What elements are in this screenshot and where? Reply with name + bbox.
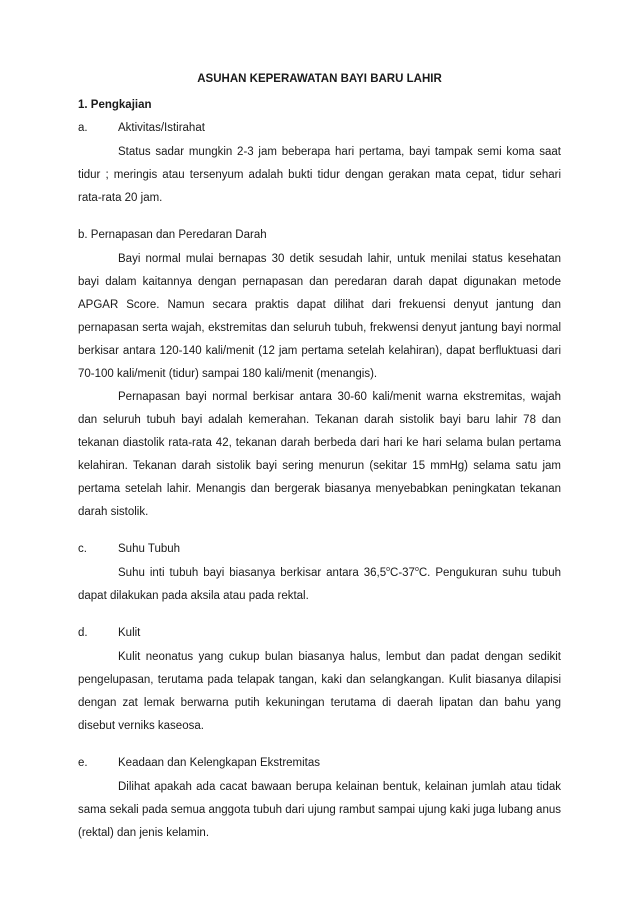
section-heading-pengkajian: 1. Pengkajian — [78, 99, 152, 111]
degree-superscript-1: o — [386, 566, 391, 574]
section-e-paragraph: Dilihat apakah ada cacat bawaan berupa kelainan bentuk, kelainan jumlah atau tidak sama sekali pada semua anggota tubuh dari ujung rambut sampai ujung kaki juga lubang anus (rektal) dan jenis kelamin. — [78, 781, 561, 839]
section-e-header — [78, 755, 561, 771]
section-b-paragraph-2: Pernapasan bayi normal berkisar antara 30-60 kali/menit warna ekstremitas, wajah dan seluruh tubuh bayi adalah kemerahan. Tekanan darah sistolik bayi baru lahir 78 dan tekanan diastolik rata-rata 42, tekanan darah berbeda dari hari ke hari selama bulan pertama kelahiran. Tekanan darah sistolik bayi sering menurun (sekitar 15 mmHg) selama satu jam pertama setelah lahir. Menangis dan bergerak biasanya menyebabkan peningkatan tekanan darah sistolik. — [78, 391, 561, 518]
section-e-label: Keadaan dan Kelengkapan Ekstremitas — [118, 757, 321, 769]
section-b-header — [78, 227, 561, 243]
section-d-header — [78, 625, 561, 641]
section-c-text-3: C. Pengukuran suhu tubuh dapat dilakukan pada aksila atau pada rektal. — [78, 567, 561, 602]
section-a-letter: a. — [78, 122, 88, 134]
section-a — [78, 120, 561, 210]
document-body — [78, 71, 561, 845]
section-d-label: Kulit — [118, 627, 141, 639]
section-d-paragraph: Kulit neonatus yang cukup bulan biasanya halus, lembut dan padat dengan sedikit pengelupasan, terutama pada telapak tangan, kaki dan selangkangan. Kulit biasanya dilapisi dengan zat lemak berwarna putih kekuningan terutama di daerah lipatan dan bahu yang disebut verniks kaseosa. — [78, 651, 561, 732]
document-title: ASUHAN KEPERAWATAN BAYI BARU LAHIR — [197, 73, 442, 85]
section-c-text-2: C-37 — [390, 567, 415, 579]
section-e — [78, 755, 561, 845]
section-c-paragraph — [78, 562, 561, 608]
section-c — [78, 541, 561, 608]
section-a-header — [78, 120, 561, 136]
section-b-paragraph-1: Bayi normal mulai bernapas 30 detik sesudah lahir, untuk menilai status kesehatan bayi dalam kaitannya dengan pernapasan dan peredaran darah dapat digunakan metode APGAR Score. Namun secara praktis dapat dilihat dari frekuensi denyut jantung dan pernapasan serta wajah, ekstremitas dan seluruh tubuh, frekwensi denyut jantung bayi normal berkisar antara 120-140 kali/menit (12 jam pertama setelah kelahiran), dapat berfluktuasi dari 70-100 kali/menit (tidur) sampai 180 kali/menit (menangis). — [78, 253, 561, 380]
section-c-text-1: Suhu inti tubuh bayi biasanya berkisar antara 36,5 — [118, 567, 387, 579]
degree-superscript-2: o — [414, 566, 419, 574]
section-c-label: Suhu Tubuh — [118, 543, 181, 555]
section-c-header — [78, 541, 561, 557]
section-c-letter: c. — [78, 543, 87, 555]
section-a-paragraph: Status sadar mungkin 2-3 jam beberapa hari pertama, bayi tampak semi koma saat tidur ; meringis atau tersenyum adalah bukti tidur dengan gerakan mata cepat, tidur sehari rata-rata 20 jam. — [78, 146, 561, 204]
section-d-letter: d. — [78, 627, 88, 639]
section-a-label: Aktivitas/Istirahat — [118, 122, 205, 134]
section-b — [78, 227, 561, 524]
section-d — [78, 625, 561, 738]
section-b-label: b. Pernapasan dan Peredaran Darah — [78, 229, 267, 241]
section-e-letter: e. — [78, 757, 88, 769]
